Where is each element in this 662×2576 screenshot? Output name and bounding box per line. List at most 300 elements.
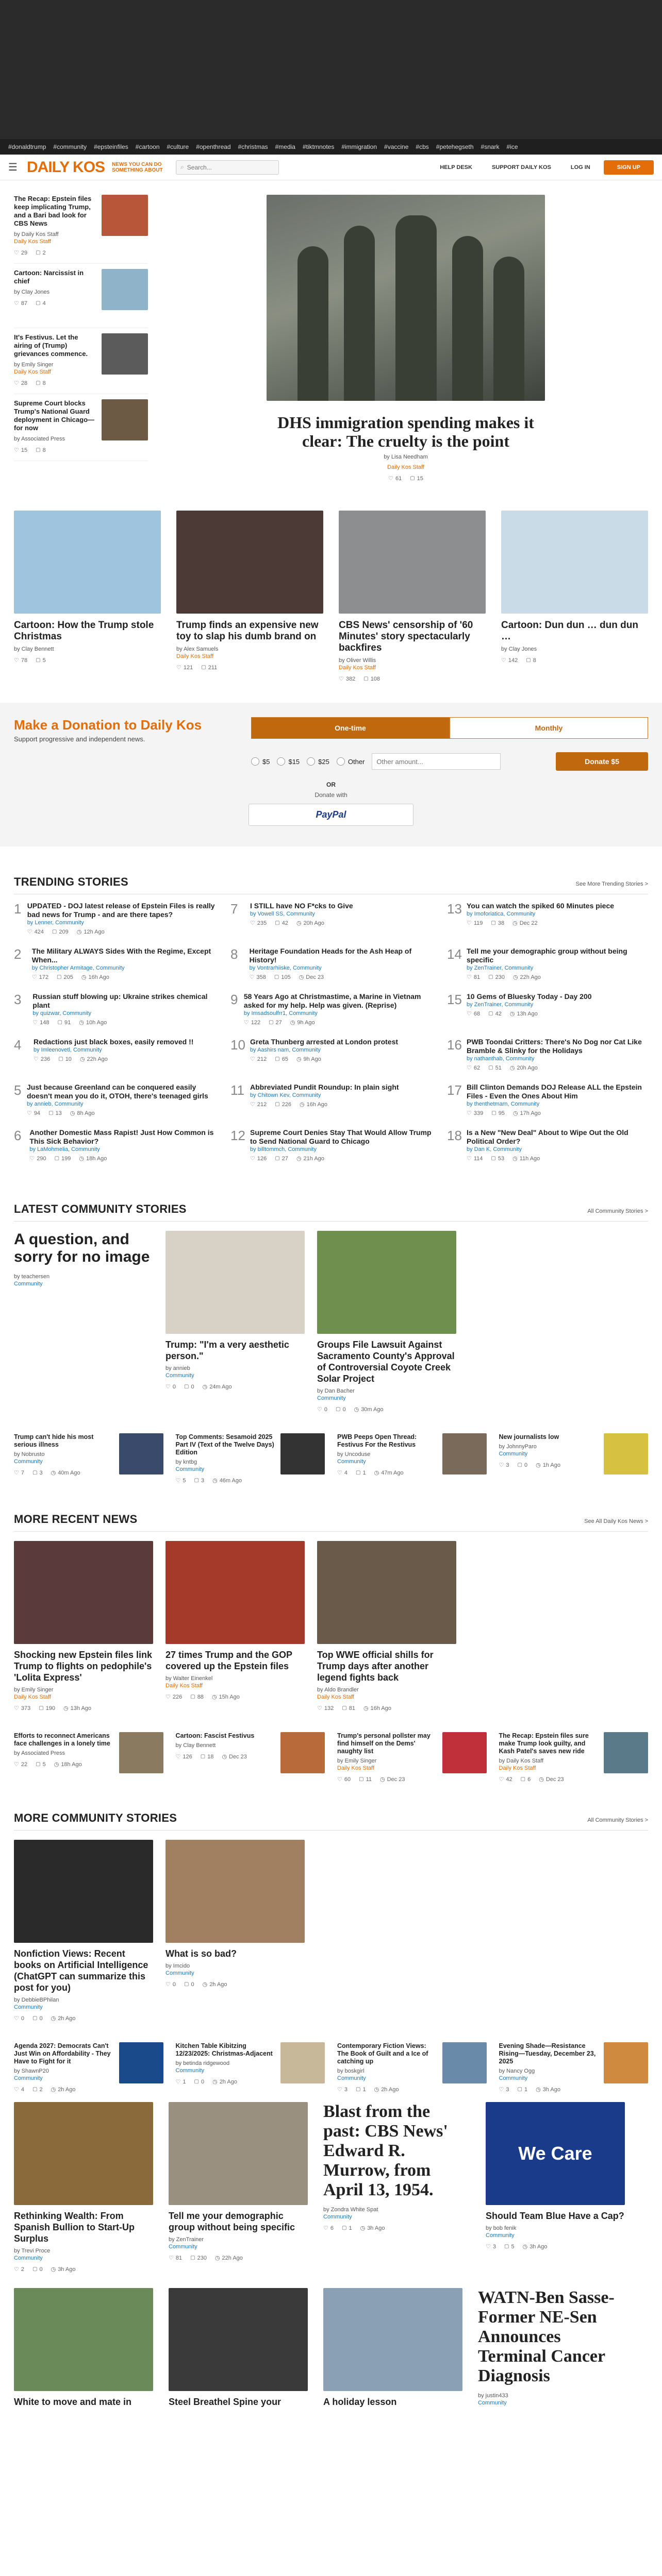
comment-icon[interactable] <box>32 2015 43 2022</box>
hero-image[interactable] <box>267 195 545 401</box>
like-icon[interactable] <box>499 1462 509 1468</box>
like-icon[interactable] <box>467 1155 483 1162</box>
like-icon[interactable] <box>14 2266 24 2273</box>
comment-icon[interactable] <box>194 1478 205 1484</box>
trending-item[interactable] <box>447 992 648 1038</box>
trending-item[interactable] <box>447 1083 648 1128</box>
story-author[interactable]: by Clay Jones <box>501 646 537 652</box>
like-icon[interactable] <box>467 974 480 980</box>
story-image[interactable] <box>14 2102 153 2205</box>
like-icon[interactable] <box>337 1469 347 1476</box>
story-title[interactable]: It's Festivus. Let the airing of (Trump) grievances commence. <box>14 333 88 358</box>
story-title[interactable]: The Military ALWAYS Sides With the Regime, Except When... <box>31 947 211 964</box>
comment-icon[interactable] <box>518 1462 528 1468</box>
comment-icon[interactable] <box>275 1156 288 1162</box>
story-image[interactable] <box>166 1541 305 1644</box>
amount-radio-15[interactable]: $15 <box>277 757 300 766</box>
like-icon[interactable] <box>337 2086 347 2093</box>
other-amount-input[interactable] <box>372 753 501 770</box>
like-icon[interactable] <box>467 1110 483 1116</box>
story-author[interactable]: by Emily Singer <box>14 1687 54 1693</box>
trending-item[interactable] <box>230 902 432 947</box>
like-icon[interactable] <box>317 1406 327 1413</box>
story-image[interactable] <box>501 511 648 614</box>
story-author[interactable]: by JohnnyParo <box>499 1444 537 1450</box>
story-title[interactable]: Cartoon: Dun dun … dun dun … <box>501 620 638 642</box>
small-story[interactable] <box>337 1732 487 1783</box>
story-image[interactable] <box>166 1231 305 1334</box>
story-title[interactable]: Trump: "I'm a very aesthetic person." <box>166 1340 289 1361</box>
story-title[interactable]: Top WWE official shills for Trump days after another legend fights back <box>317 1650 434 1683</box>
story-title[interactable]: PWB Toondai Critters: There's No Dog nor Cat Like Bramble & Slinky for the Holidays <box>467 1038 642 1055</box>
like-icon[interactable] <box>166 1693 182 1700</box>
sidebar-story[interactable] <box>14 394 148 461</box>
story-title[interactable]: Heritage Foundation Heads for the Ash Heap of History! <box>249 947 412 964</box>
story-thumbnail[interactable] <box>102 195 148 236</box>
watn-story[interactable] <box>478 2288 625 2411</box>
story-author[interactable]: by LaMohmelia, Community <box>29 1146 100 1153</box>
story-author[interactable]: by Alex Samuels <box>176 646 219 652</box>
like-icon[interactable] <box>14 1469 24 1476</box>
like-icon[interactable] <box>486 2243 496 2250</box>
story-title[interactable]: 58 Years Ago at Christmastime, a Marine in Vietnam asked for my help. Help was given. (Reprise) <box>243 992 421 1009</box>
story-title[interactable]: Greta Thunberg arrested at London protest <box>250 1038 399 1046</box>
tag-link[interactable]: #petehegseth <box>436 143 474 150</box>
like-icon[interactable] <box>14 1705 30 1711</box>
story-title[interactable]: Tell me your demographic group without being specific <box>169 2211 295 2232</box>
like-icon[interactable] <box>29 1155 46 1162</box>
story-author[interactable]: by Chitown Kev, Community <box>250 1092 321 1098</box>
story-thumbnail[interactable] <box>280 2042 325 2083</box>
story-author[interactable]: by justin433 <box>478 2393 508 2399</box>
comment-icon[interactable] <box>36 300 46 307</box>
like-icon[interactable] <box>467 920 483 926</box>
trending-item[interactable] <box>14 1038 215 1083</box>
trending-item[interactable] <box>14 992 215 1038</box>
like-icon[interactable] <box>14 2015 24 2022</box>
story-image[interactable] <box>169 2102 308 2205</box>
story-title[interactable]: What is so bad? <box>166 1948 237 1959</box>
like-icon[interactable] <box>14 249 27 256</box>
story-image[interactable] <box>486 2102 625 2205</box>
comment-icon[interactable] <box>356 2087 366 2093</box>
trending-item[interactable] <box>447 947 648 992</box>
story-author[interactable]: by ZenTrainer <box>169 2236 204 2243</box>
small-story[interactable] <box>14 2042 163 2093</box>
comment-icon[interactable] <box>275 920 288 926</box>
story-thumbnail[interactable] <box>604 1732 648 1773</box>
latest-lead-story[interactable] <box>14 1231 153 1413</box>
comment-icon[interactable] <box>36 1761 46 1768</box>
like-icon[interactable] <box>176 1477 186 1484</box>
trending-item[interactable] <box>14 1128 215 1174</box>
comment-icon[interactable] <box>58 1056 72 1062</box>
story-card[interactable] <box>14 2102 153 2273</box>
story-author[interactable]: by betinda ridgewood <box>175 2060 230 2066</box>
story-card[interactable] <box>323 2288 462 2411</box>
sidebar-story[interactable] <box>14 190 148 264</box>
trending-item[interactable] <box>230 992 432 1038</box>
login-link[interactable]: LOG IN <box>570 164 590 171</box>
trending-item[interactable] <box>230 1083 432 1128</box>
story-title[interactable]: Tell me your demographic group without being specific <box>467 947 627 964</box>
story-title[interactable]: 27 times Trump and the GOP covered up the Epstein files <box>166 1650 292 1671</box>
tag-link[interactable]: #media <box>275 143 295 150</box>
story-title[interactable]: PWB Peeps Open Thread: Festivus For the Restivus <box>337 1433 417 1448</box>
bluewave-story[interactable] <box>486 2102 625 2273</box>
site-logo[interactable]: DAILY KOS <box>27 158 105 176</box>
comment-icon[interactable] <box>491 1156 504 1162</box>
story-author[interactable]: by Vontrarhiiske, Community <box>249 965 322 971</box>
amount-radio-25[interactable]: $25 <box>307 757 329 766</box>
comment-icon[interactable] <box>39 1705 55 1711</box>
like-icon[interactable] <box>34 1056 50 1062</box>
comment-icon[interactable] <box>36 250 46 256</box>
help-desk-link[interactable]: HELP DESK <box>440 164 472 171</box>
story-title[interactable]: Kitchen Table Kibitzing 12/23/2025: Christmas-Adjacent <box>175 2042 273 2057</box>
story-title[interactable]: Trump finds an expensive new toy to slap his dumb brand on <box>176 620 319 642</box>
story-author[interactable]: by Dan K, Community <box>467 1146 522 1153</box>
story-author[interactable]: by Associated Press <box>14 1750 65 1756</box>
story-thumbnail[interactable] <box>280 1433 325 1475</box>
story-image[interactable] <box>14 511 161 614</box>
like-icon[interactable] <box>32 974 48 980</box>
story-title[interactable]: Supreme Court blocks Trump's National Guard deployment in Chicago—for now <box>14 399 95 432</box>
story-title[interactable]: I STILL have NO F*cks to Give <box>250 902 353 910</box>
story-title[interactable]: Contemporary Fiction Views: The Book of Guilt and a Ice of catching up <box>337 2042 428 2065</box>
tag-link[interactable]: #vaccine <box>384 143 409 150</box>
blast-story[interactable] <box>323 2102 470 2273</box>
like-icon[interactable] <box>339 675 355 682</box>
like-icon[interactable] <box>250 920 267 926</box>
story-author[interactable]: by billtommch, Community <box>250 1146 317 1153</box>
story-image[interactable] <box>14 1541 153 1644</box>
tag-link[interactable]: #culture <box>167 143 189 150</box>
comment-icon[interactable] <box>275 1056 288 1062</box>
story-image[interactable] <box>14 2288 153 2391</box>
story-author[interactable]: by ZenTrainer, Community <box>467 1002 534 1008</box>
story-title[interactable]: A question, and sorry for no image <box>14 1231 150 1265</box>
comment-icon[interactable] <box>190 2255 207 2261</box>
like-icon[interactable] <box>250 1056 267 1062</box>
small-story[interactable] <box>176 1732 325 1783</box>
story-title[interactable]: Another Domestic Mass Rapist! Just How Common is This Sick Behavior? <box>29 1128 214 1145</box>
trending-item[interactable] <box>230 947 432 992</box>
story-title[interactable]: Evening Shade—Resistance Rising—Tuesday, December 23, 2025 <box>499 2042 596 2065</box>
small-story[interactable] <box>14 1732 163 1783</box>
story-title[interactable]: Cartoon: Narcissist in chief <box>14 269 84 285</box>
comment-icon[interactable] <box>356 1470 366 1476</box>
search-box[interactable] <box>176 160 279 175</box>
story-author[interactable]: by Imoforiatica, Community <box>467 911 536 917</box>
recent-see-more-link[interactable]: See All Daily Kos News > <box>584 1518 648 1524</box>
like-icon[interactable] <box>250 1155 267 1162</box>
story-thumbnail[interactable] <box>102 399 148 440</box>
trending-item[interactable] <box>230 1128 432 1174</box>
story-image[interactable] <box>339 511 486 614</box>
tag-link[interactable]: #cartoon <box>135 143 160 150</box>
trending-item[interactable] <box>447 1128 648 1174</box>
tag-link[interactable]: #immigration <box>341 143 377 150</box>
comment-icon[interactable] <box>194 2079 205 2085</box>
story-author[interactable]: by Clay Bennett <box>175 1742 216 1749</box>
story-card[interactable] <box>166 1541 305 1711</box>
like-icon[interactable] <box>323 2225 334 2231</box>
hero-author[interactable]: by Lisa Needham <box>384 454 428 460</box>
like-icon[interactable] <box>169 2255 182 2261</box>
story-author[interactable]: by Aashirs nam, Community <box>250 1047 321 1053</box>
story-title[interactable]: Efforts to reconnect Americans face challenges in a lonely time <box>14 1732 110 1747</box>
story-title[interactable]: WATN-Ben Sasse-Former NE-Sen Announces Terminal Cancer Diagnosis <box>478 2288 615 2385</box>
tag-link[interactable]: #donaldtrump <box>8 143 46 150</box>
comment-icon[interactable] <box>184 1384 194 1390</box>
like-icon[interactable] <box>32 1019 49 1026</box>
comment-icon[interactable] <box>521 1776 531 1783</box>
story-author[interactable]: by annieb, Community <box>26 1101 84 1107</box>
comment-icon[interactable] <box>269 1020 282 1026</box>
comment-icon[interactable] <box>58 1020 71 1026</box>
sidebar-story[interactable] <box>14 328 148 394</box>
story-author[interactable]: by Trevi Proce <box>14 2248 51 2254</box>
trending-item[interactable] <box>14 1083 215 1128</box>
story-title[interactable]: The Recap: Epstein files sure make Trump look guilty, and Kash Patel's saves new ride <box>499 1732 589 1755</box>
comment-icon[interactable] <box>190 1694 204 1700</box>
like-icon[interactable] <box>14 300 27 307</box>
story-thumbnail[interactable] <box>119 2042 163 2083</box>
like-icon[interactable] <box>27 928 44 935</box>
like-icon[interactable] <box>467 1064 480 1071</box>
story-title[interactable]: UPDATED - DOJ latest release of Epstein Files is really bad news for Trump - and are there tapes? <box>27 902 215 919</box>
story-image[interactable] <box>317 1541 456 1644</box>
like-icon[interactable] <box>166 1981 176 1988</box>
story-author[interactable]: by ShawnP20 <box>14 2068 49 2074</box>
story-title[interactable]: Russian stuff blowing up: Ukraine strikes chemical plant <box>32 992 208 1009</box>
story-thumbnail[interactable] <box>119 1433 163 1475</box>
comment-icon[interactable] <box>275 1101 291 1108</box>
hero-title[interactable]: DHS immigration spending makes it clear: The cruelty is the point <box>277 413 534 450</box>
story-title[interactable]: A holiday lesson <box>323 2397 397 2407</box>
comment-icon[interactable] <box>32 2266 43 2273</box>
story-title[interactable]: Nonfiction Views: Recent books on Artificial Intelligence (ChatGPT can summarize this post for you) <box>14 1948 148 1993</box>
comment-icon[interactable] <box>36 380 46 386</box>
story-author[interactable]: by annieb <box>166 1365 190 1371</box>
story-image[interactable] <box>166 1840 305 1943</box>
story-card[interactable] <box>317 1231 456 1413</box>
story-title[interactable]: Is a New "New Deal" About to Wipe Out the Old Political Order? <box>467 1128 628 1145</box>
trending-item[interactable] <box>447 1038 648 1083</box>
comment-icon[interactable] <box>488 1065 502 1071</box>
tag-link[interactable]: #ice <box>506 143 518 150</box>
small-story[interactable] <box>499 2042 649 2093</box>
story-title[interactable]: Should Team Blue Have a Cap? <box>486 2211 624 2221</box>
paypal-button[interactable]: PayPal <box>249 804 413 826</box>
story-author[interactable]: by kntbg <box>175 1459 197 1465</box>
story-image[interactable] <box>323 2288 462 2391</box>
like-icon[interactable] <box>14 447 27 453</box>
comment-icon[interactable] <box>336 1406 346 1413</box>
featured-story[interactable] <box>176 511 323 682</box>
story-author[interactable]: by DebbieBPhilan <box>14 1997 59 2003</box>
story-author[interactable]: by Emily Singer <box>14 362 54 368</box>
like-icon[interactable] <box>250 974 266 980</box>
story-title[interactable]: Trump's personal pollster may find himself on the Dems' naughty list <box>337 1732 431 1755</box>
story-title[interactable]: The Recap: Epstein files keep implicating Trump, and a Bari bad look for CBS News <box>14 195 92 227</box>
featured-story[interactable] <box>339 511 486 682</box>
like-icon[interactable] <box>467 1010 480 1017</box>
tag-link[interactable]: #cbs <box>416 143 429 150</box>
story-thumbnail[interactable] <box>442 1433 487 1475</box>
story-author[interactable]: by Vowell SS, Community <box>250 911 315 917</box>
like-icon[interactable] <box>176 664 193 671</box>
tag-link[interactable]: #christmas <box>238 143 268 150</box>
trending-item[interactable] <box>230 1038 432 1083</box>
story-card[interactable] <box>14 1541 153 1711</box>
story-author[interactable]: by ZenTrainer, Community <box>467 965 534 971</box>
comment-icon[interactable] <box>55 1156 71 1162</box>
story-author[interactable]: by quizwar, Community <box>32 1010 92 1016</box>
monthly-tab[interactable]: Monthly <box>450 717 648 739</box>
story-title[interactable]: Rethinking Wealth: From Spanish Bullion to Start-Up Surplus <box>14 2211 135 2244</box>
story-thumbnail[interactable] <box>102 269 148 310</box>
story-title[interactable]: White to move and mate in <box>14 2397 132 2407</box>
small-story[interactable] <box>14 1433 163 1484</box>
story-image[interactable] <box>169 2288 308 2391</box>
tag-link[interactable]: #epsteinfiles <box>94 143 128 150</box>
story-card[interactable] <box>166 1840 305 2022</box>
tag-link[interactable]: #openthread <box>196 143 231 150</box>
story-card[interactable] <box>169 2102 308 2273</box>
like-icon[interactable] <box>250 1101 267 1108</box>
story-title[interactable]: Abbreviated Pundit Roundup: In plain sight <box>250 1083 399 1091</box>
story-title[interactable]: Trump can't hide his most serious illness <box>14 1433 94 1448</box>
like-icon[interactable] <box>388 475 402 482</box>
comment-icon[interactable] <box>359 1776 372 1783</box>
story-author[interactable]: by Christopher Armitage, Community <box>31 965 125 971</box>
story-author[interactable]: by Oliver Willis <box>339 657 376 664</box>
story-author[interactable]: by Daily Kos Staff <box>499 1758 544 1764</box>
comment-icon[interactable] <box>201 1754 214 1760</box>
story-author[interactable]: by Nancy Ogg <box>499 2068 535 2074</box>
story-author[interactable]: by Daily Kos Staff <box>14 231 59 238</box>
small-story[interactable] <box>337 2042 487 2093</box>
story-title[interactable]: CBS News' censorship of '60 Minutes' story spectacularly backfires <box>339 620 473 653</box>
story-author[interactable]: by Walter Einenkel <box>166 1675 213 1682</box>
comment-icon[interactable] <box>274 974 291 980</box>
story-thumbnail[interactable] <box>102 333 148 375</box>
trending-item[interactable] <box>14 902 215 947</box>
story-title[interactable]: 10 Gems of Bluesky Today - Day 200 <box>467 992 592 1001</box>
comment-icon[interactable] <box>36 447 46 453</box>
like-icon[interactable] <box>176 2078 186 2085</box>
more-community-see-more-link[interactable]: All Community Stories > <box>587 1817 648 1823</box>
comment-icon[interactable] <box>363 676 380 682</box>
story-title[interactable]: Shocking new Epstein files link Trump to flights on pedophile's 'Lolita Express' <box>14 1650 153 1683</box>
search-input[interactable] <box>187 164 270 171</box>
featured-story[interactable] <box>501 511 648 682</box>
story-thumbnail[interactable] <box>280 1732 325 1773</box>
story-thumbnail[interactable] <box>604 1433 648 1475</box>
comment-icon[interactable] <box>184 1981 194 1988</box>
amount-radio-other[interactable]: Other <box>337 757 365 766</box>
like-icon[interactable] <box>176 1753 192 1760</box>
comment-icon[interactable] <box>526 657 536 664</box>
latest-see-more-link[interactable]: All Community Stories > <box>587 1208 648 1214</box>
story-author[interactable]: by nathanthab, Community <box>467 1056 535 1062</box>
story-card[interactable] <box>317 1541 456 1711</box>
comment-icon[interactable] <box>410 476 423 482</box>
story-title[interactable]: Agenda 2027: Democrats Can't Just Win on Affordability - They Have to Fight for it <box>14 2042 111 2065</box>
small-story[interactable] <box>499 1732 649 1783</box>
like-icon[interactable] <box>14 2086 24 2093</box>
donate-button[interactable]: Donate $5 <box>556 752 648 771</box>
story-author[interactable]: by Dan Bacher <box>317 1388 355 1394</box>
story-author[interactable]: by boskgirl <box>337 2068 365 2074</box>
like-icon[interactable] <box>14 380 27 386</box>
comment-icon[interactable] <box>52 929 69 935</box>
story-author[interactable]: by Aldo Brandler <box>317 1687 359 1693</box>
trending-see-more-link[interactable]: See More Trending Stories > <box>575 881 648 887</box>
story-image[interactable] <box>176 511 323 614</box>
small-story[interactable] <box>499 1433 649 1484</box>
story-title[interactable]: Cartoon: How the Trump stole Christmas <box>14 620 154 642</box>
story-author[interactable]: by thenthetmarn, Community <box>467 1101 540 1107</box>
like-icon[interactable] <box>166 1383 176 1390</box>
story-author[interactable]: by bob fenik <box>486 2225 517 2231</box>
story-card[interactable] <box>14 1840 153 2022</box>
story-image[interactable] <box>14 1840 153 1943</box>
tag-link[interactable]: #snark <box>481 143 500 150</box>
comment-icon[interactable] <box>504 2244 515 2250</box>
comment-icon[interactable] <box>342 2225 352 2231</box>
story-title[interactable]: Top Comments: Sesamoid 2025 Part IV (Text of the Twelve Days) Edition <box>175 1433 274 1456</box>
story-title[interactable]: New journalists low <box>499 1433 559 1440</box>
comment-icon[interactable] <box>342 1705 355 1711</box>
story-title[interactable]: You can watch the spiked 60 Minutes piece <box>467 902 615 910</box>
story-title[interactable]: Groups File Lawsuit Against Sacramento County's Approval of Controversial Coyote Creek Solar Project <box>317 1340 455 1384</box>
trending-item[interactable] <box>447 902 648 947</box>
story-author[interactable]: by Clay Bennett <box>14 646 54 652</box>
comment-icon[interactable] <box>491 1110 505 1116</box>
small-story[interactable] <box>176 2042 325 2093</box>
amount-radio-5[interactable]: $5 <box>251 757 270 766</box>
comment-icon[interactable] <box>201 665 217 671</box>
small-story[interactable] <box>176 1433 325 1484</box>
trending-item[interactable] <box>14 947 215 992</box>
story-author[interactable]: by Nobrusto <box>14 1451 45 1458</box>
comment-icon[interactable] <box>491 920 504 926</box>
story-author[interactable]: by Emily Singer <box>337 1758 377 1764</box>
support-link[interactable]: SUPPORT DAILY KOS <box>491 164 551 171</box>
like-icon[interactable] <box>317 1705 334 1711</box>
story-thumbnail[interactable] <box>604 2042 648 2083</box>
story-card[interactable] <box>166 1231 305 1413</box>
story-author[interactable]: by teachersen <box>14 1274 50 1280</box>
signup-button[interactable]: SIGN UP <box>604 160 654 175</box>
menu-icon[interactable]: ☰ <box>8 162 18 173</box>
story-author[interactable]: by Lenner, Community <box>27 920 84 926</box>
like-icon[interactable] <box>14 657 27 664</box>
story-author[interactable]: by Clay Jones <box>14 289 50 295</box>
featured-story[interactable] <box>14 511 161 682</box>
comment-icon[interactable] <box>36 657 46 664</box>
story-author[interactable]: by Imcido <box>166 1963 190 1969</box>
story-title[interactable]: Cartoon: Fascist Festivus <box>175 1732 255 1739</box>
story-image[interactable] <box>317 1231 456 1334</box>
story-author[interactable]: by Uncoduse <box>337 1451 371 1458</box>
story-thumbnail[interactable] <box>442 1732 487 1773</box>
tag-link[interactable]: #tiktmnotes <box>302 143 335 150</box>
like-icon[interactable] <box>14 1761 27 1768</box>
